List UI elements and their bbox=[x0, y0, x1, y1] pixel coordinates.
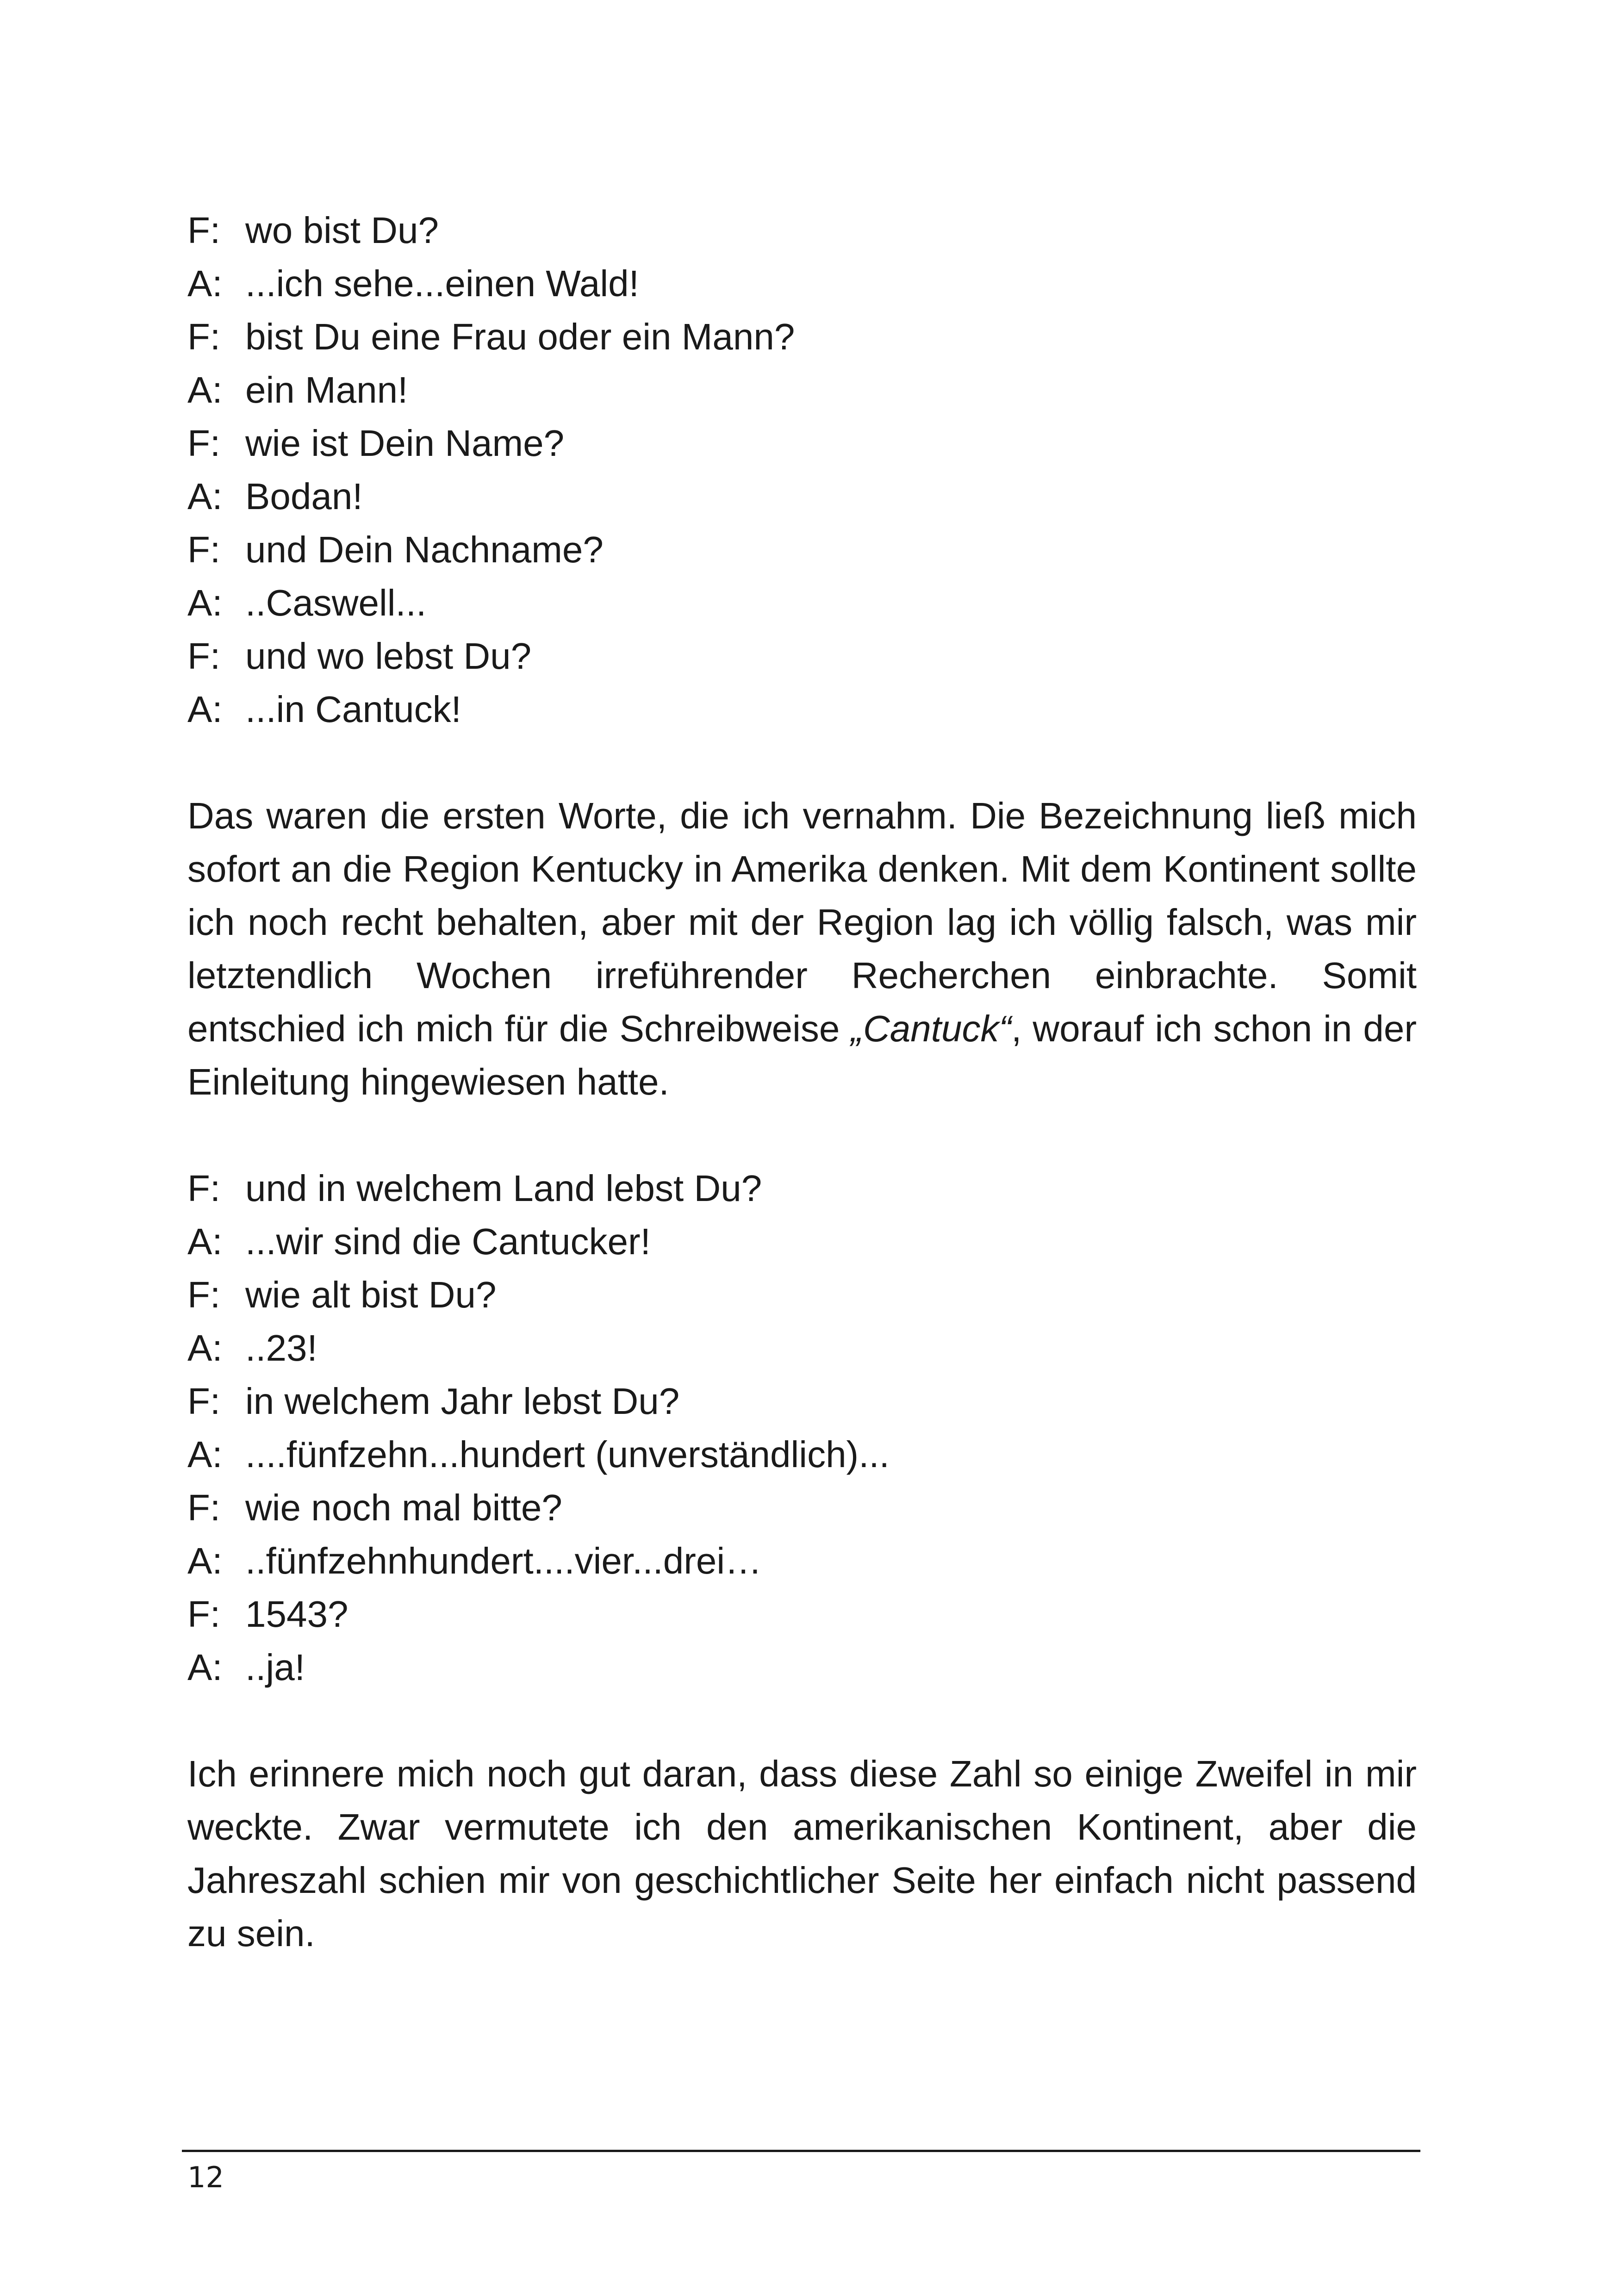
dialog-text: Bodan! bbox=[245, 476, 363, 517]
speaker-label: F: bbox=[187, 1274, 221, 1315]
speaker-label: F: bbox=[187, 1168, 221, 1209]
dialog-line bbox=[187, 1215, 1417, 1268]
dialog-text: ...wir sind die Cantucker! bbox=[245, 1221, 651, 1262]
dialog-text: und Dein Nachname? bbox=[245, 529, 604, 570]
dialog-line bbox=[187, 523, 1417, 576]
speaker-label: F: bbox=[187, 316, 221, 357]
dialog-text: und in welchem Land lebst Du? bbox=[245, 1168, 762, 1209]
dialog-line bbox=[187, 1268, 1417, 1321]
dialog-line bbox=[187, 1587, 1417, 1641]
dialog-line bbox=[187, 470, 1417, 523]
speaker-label: A: bbox=[187, 689, 223, 730]
speaker-label: A: bbox=[187, 1221, 223, 1262]
dialog-line bbox=[187, 629, 1417, 683]
speaker-label: A: bbox=[187, 476, 223, 517]
page-number: 12 bbox=[187, 2160, 224, 2194]
dialog-line bbox=[187, 363, 1417, 417]
dialog-line bbox=[187, 257, 1417, 310]
speaker-label: F: bbox=[187, 1381, 221, 1422]
speaker-label: A: bbox=[187, 1434, 223, 1475]
spacer bbox=[187, 736, 1417, 789]
italic-term: „Cantuck“ bbox=[851, 1008, 1012, 1049]
paragraph-text: Das waren die ersten Worte, die ich vernahm. Die Bezeichnung ließ mich sofort an die Region Kentucky in Amerika denken. Mit dem Kontinent sollte ich noch recht behalten, aber mit der Region lag ich völlig falsch, was mir letztendlich Wochen irreführender Recherchen einbrachte. Somit entschied ich mich für die Schreibweise bbox=[187, 795, 1417, 1049]
dialog-line bbox=[187, 310, 1417, 363]
dialog-text: ..ja! bbox=[245, 1647, 305, 1688]
dialog-line bbox=[187, 204, 1417, 257]
speaker-label: F: bbox=[187, 423, 221, 464]
page-content bbox=[187, 204, 1417, 1960]
dialog-text: wie ist Dein Name? bbox=[245, 423, 565, 464]
dialog-text: bist Du eine Frau oder ein Mann? bbox=[245, 316, 795, 357]
dialog-text: ..fünfzehnhundert....vier...drei… bbox=[245, 1540, 762, 1581]
speaker-label: F: bbox=[187, 1593, 221, 1635]
speaker-label: A: bbox=[187, 263, 223, 304]
dialog-text: ...ich sehe...einen Wald! bbox=[245, 263, 639, 304]
body-paragraph-2: Ich erinnere mich noch gut daran, dass diese Zahl so einige Zweifel in mir weckte. Zwar vermutete ich den amerikanischen Kontinent, aber die Jahreszahl schien mir von geschichtlicher Seite her einfach nicht passend zu sein. bbox=[187, 1753, 1417, 1954]
dialog-text: ein Mann! bbox=[245, 369, 408, 411]
dialog-line bbox=[187, 1428, 1417, 1481]
spacer bbox=[187, 1694, 1417, 1747]
dialog-text: 1543? bbox=[245, 1593, 348, 1635]
dialog-block-2 bbox=[187, 1162, 1417, 1694]
dialog-line bbox=[187, 683, 1417, 736]
dialog-line bbox=[187, 417, 1417, 470]
dialog-text: und wo lebst Du? bbox=[245, 635, 532, 677]
dialog-text: wie noch mal bitte? bbox=[245, 1487, 562, 1528]
dialog-line bbox=[187, 576, 1417, 629]
dialog-text: ...in Cantuck! bbox=[245, 689, 461, 730]
speaker-label: F: bbox=[187, 210, 221, 251]
dialog-text: ..Caswell... bbox=[245, 582, 427, 623]
dialog-text: in welchem Jahr lebst Du? bbox=[245, 1381, 680, 1422]
dialog-line bbox=[187, 1481, 1417, 1534]
dialog-text: ....fünfzehn...hundert (unverständlich)... bbox=[245, 1434, 890, 1475]
footer-divider bbox=[182, 2150, 1420, 2152]
dialog-line bbox=[187, 1534, 1417, 1587]
speaker-label: F: bbox=[187, 1487, 221, 1528]
speaker-label: F: bbox=[187, 635, 221, 677]
speaker-label: A: bbox=[187, 582, 223, 623]
dialog-line bbox=[187, 1375, 1417, 1428]
dialog-block-1 bbox=[187, 204, 1417, 736]
speaker-label: A: bbox=[187, 1327, 223, 1369]
dialog-line bbox=[187, 1162, 1417, 1215]
dialog-text: wie alt bist Du? bbox=[245, 1274, 497, 1315]
dialog-line bbox=[187, 1321, 1417, 1375]
spacer bbox=[187, 1108, 1417, 1162]
speaker-label: F: bbox=[187, 529, 221, 570]
speaker-label: A: bbox=[187, 369, 223, 411]
dialog-line bbox=[187, 1641, 1417, 1694]
dialog-text: ..23! bbox=[245, 1327, 317, 1369]
speaker-label: A: bbox=[187, 1647, 223, 1688]
dialog-text: wo bist Du? bbox=[245, 210, 439, 251]
speaker-label: A: bbox=[187, 1540, 223, 1581]
body-paragraph-1 bbox=[187, 789, 1417, 1108]
paragraph-text: , worauf ich schon in der Einleitung hingewiesen hatte. bbox=[187, 1008, 1417, 1102]
